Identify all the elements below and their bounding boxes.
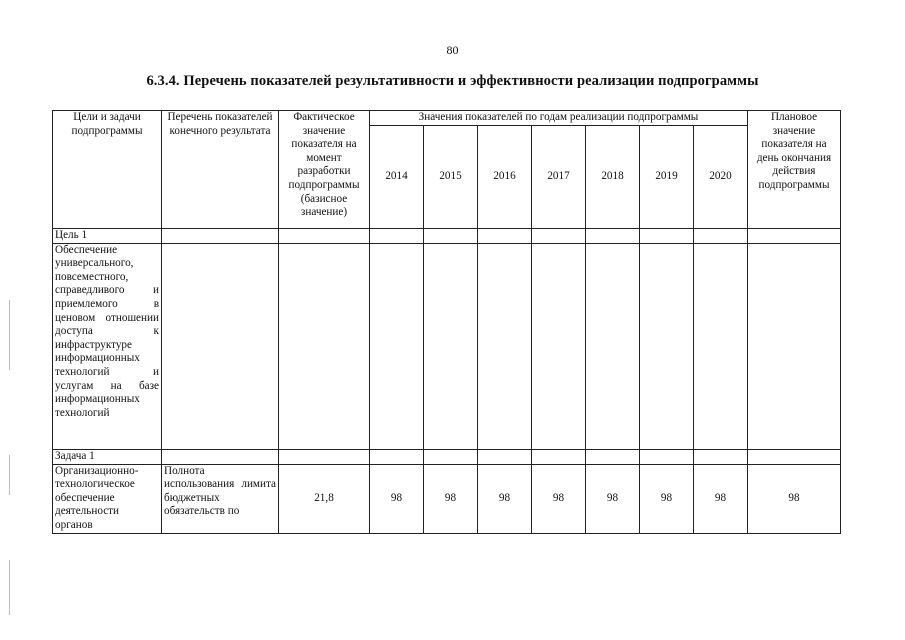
header-planned: Плановое значение показателя на день окончания действия подпрограммы xyxy=(748,111,841,229)
empty-cell xyxy=(424,228,478,243)
header-year: 2017 xyxy=(532,125,586,228)
empty-cell xyxy=(424,243,478,449)
header-row xyxy=(53,111,841,126)
header-year: 2018 xyxy=(586,125,640,228)
empty-cell xyxy=(532,228,586,243)
header-year: 2015 xyxy=(424,125,478,228)
empty-cell xyxy=(478,228,532,243)
empty-cell xyxy=(424,449,478,464)
page-title: 6.3.4. Перечень показателей результативности и эффективности реализации подпрограммы xyxy=(146,73,759,89)
task-year-value: 98 xyxy=(694,464,748,533)
goal-label-row xyxy=(53,228,841,243)
empty-cell xyxy=(532,243,586,449)
empty-cell xyxy=(640,243,694,449)
goal-label: Цель 1 xyxy=(53,228,162,243)
empty-cell xyxy=(162,449,279,464)
indicators-table xyxy=(52,110,841,534)
empty-cell xyxy=(748,243,841,449)
task-indicator-cell: Полнота использования лимита бюджетных обязательств по xyxy=(162,464,279,533)
header-indicators: Перечень показателей конечного результата xyxy=(162,111,279,229)
goal-text: Обеспечение универсального, повсеместного, справедливого и приемлемого в ценовом отношении доступа к инфраструктуре информационных технологий и услугам на базе информационных технологий xyxy=(53,243,162,449)
header-years-group: Значения показателей по годам реализации подпрограммы xyxy=(370,111,748,126)
empty-cell xyxy=(370,243,424,449)
empty-cell xyxy=(370,228,424,243)
task-goal-cell: Организационно-технологическое обеспечение деятельности органов xyxy=(53,464,162,533)
empty-cell xyxy=(279,228,370,243)
header-goals: Цели и задачи подпрограммы xyxy=(53,111,162,229)
header-baseline: Фактическое значение показателя на момент разработки подпрограммы (базисное значение) xyxy=(279,111,370,229)
task-year-value: 98 xyxy=(370,464,424,533)
task-planned-value: 98 xyxy=(748,464,841,533)
task-year-value: 98 xyxy=(640,464,694,533)
empty-cell xyxy=(694,243,748,449)
empty-cell xyxy=(694,228,748,243)
header-year: 2019 xyxy=(640,125,694,228)
empty-cell xyxy=(162,228,279,243)
empty-cell xyxy=(586,449,640,464)
empty-cell xyxy=(640,449,694,464)
empty-cell xyxy=(748,228,841,243)
task-data-row xyxy=(53,464,841,533)
empty-cell xyxy=(586,228,640,243)
header-year: 2016 xyxy=(478,125,532,228)
task-label: Задача 1 xyxy=(53,449,162,464)
empty-cell xyxy=(279,243,370,449)
empty-cell xyxy=(694,449,748,464)
empty-cell xyxy=(279,449,370,464)
empty-cell xyxy=(586,243,640,449)
empty-cell xyxy=(478,243,532,449)
empty-cell xyxy=(478,449,532,464)
task-year-value: 98 xyxy=(586,464,640,533)
task-baseline-value: 21,8 xyxy=(279,464,370,533)
task-year-value: 98 xyxy=(424,464,478,533)
scan-mark xyxy=(9,560,10,615)
header-year: 2020 xyxy=(694,125,748,228)
task-year-value: 98 xyxy=(532,464,586,533)
empty-cell xyxy=(162,243,279,449)
empty-cell xyxy=(370,449,424,464)
task-year-value: 98 xyxy=(478,464,532,533)
scan-mark xyxy=(9,455,10,495)
empty-cell xyxy=(640,228,694,243)
empty-cell xyxy=(532,449,586,464)
header-year: 2014 xyxy=(370,125,424,228)
goal-description-row xyxy=(53,243,841,449)
page-number: 80 xyxy=(446,43,459,57)
empty-cell xyxy=(748,449,841,464)
task-label-row xyxy=(53,449,841,464)
scan-mark xyxy=(9,300,10,370)
